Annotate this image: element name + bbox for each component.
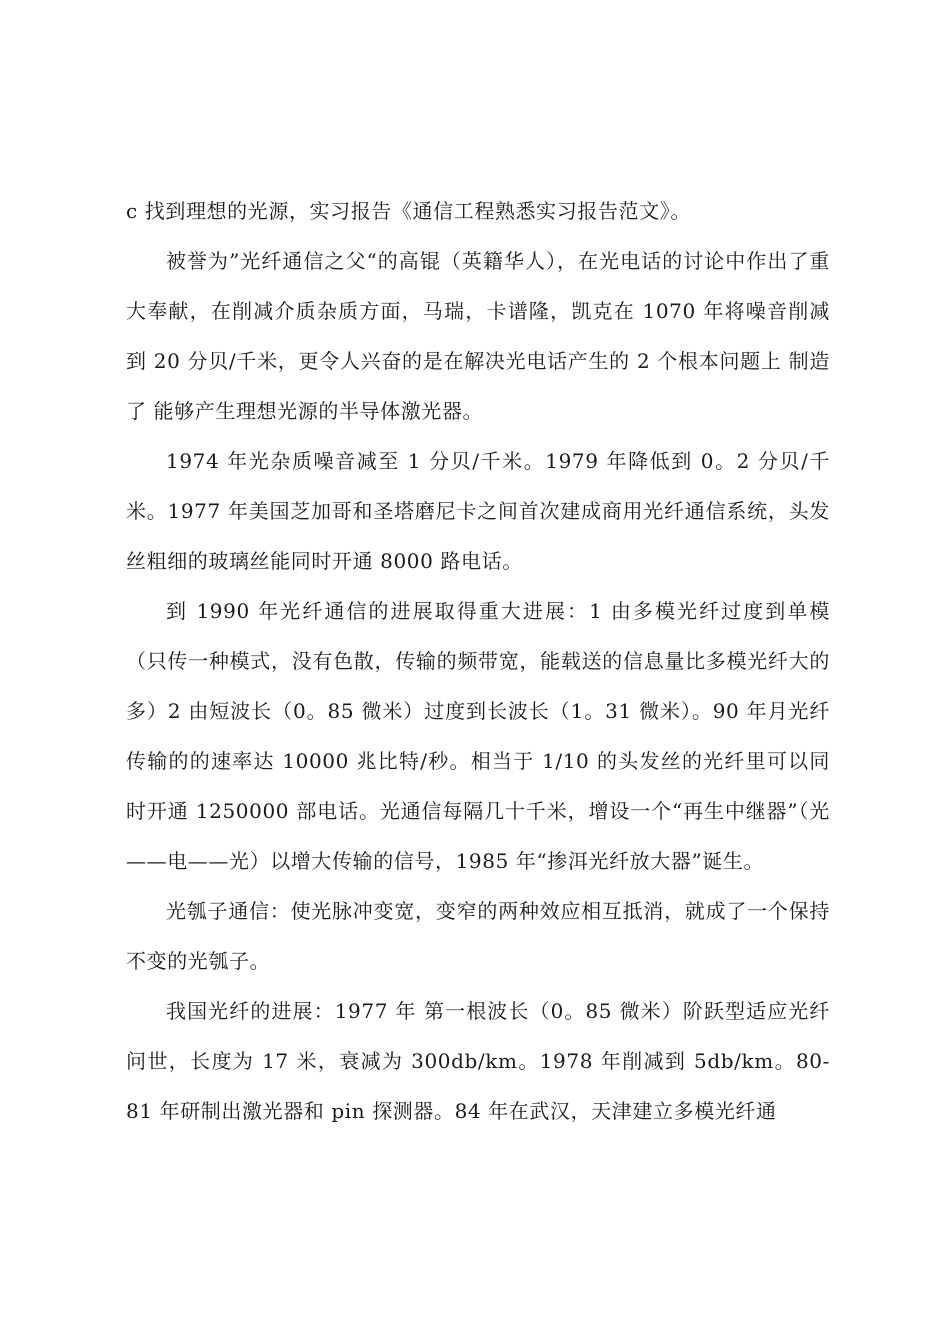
- document-body: [126, 186, 830, 1136]
- paragraph-continuation: c 找到理想的光源，实习报告《通信工程熟悉实习报告范文》。: [126, 199, 691, 223]
- paragraph-gao-kun: 被誉为”光纤通信之父“的高锟（英籍华人），在光电话的讨论中作出了重大奉献，在削减介质杂质方面，马瑞，卡谱隆，凯克在 1070 年将噪音削减到 20 分贝/千米，更令人兴奋的是在解决光电话产生的 2 个根本问题上 制造了 能够产生理想光源的半导体激光器。: [126, 249, 830, 423]
- paragraph-china-fiber: 我国光纤的进展：1977 年 第一根波长（0。85 微米）阶跃型适应光纤问世，长度为 17 米，衰减为 300db/km。1978 年削减到 5db/km。80-81 年研制出激光器和 pin 探测器。84 年在武汉，天津建立多模光纤通: [126, 999, 830, 1123]
- paragraph-1990: 到 1990 年光纤通信的进展取得重大进展：1 由多模光纤过度到单模（只传一种模式，没有色散，传输的频带宽，能载送的信息量比多模光纤大的多）2 由短波长（0。85 微米）过度到长波长（1。31 微米）。90 年月光纤传输的的速率达 10000 兆比特/秒。相当于 1/10 的头发丝的光纤里可以同时开通 1250000 部电话。光通信每隔几十千米，增设一个“再生中继器”（光——电——光）以增大传输的信号，1985 年“掺洱光纤放大器”诞生。: [126, 599, 830, 873]
- paragraph-soliton: 光瓠子通信：使光脉冲变宽，变窄的两种效应相互抵消，就成了一个保持不变的光瓠子。: [126, 899, 830, 973]
- paragraph-1974: 1974 年光杂质噪音减至 1 分贝/千米。1979 年降低到 0。2 分贝/千米。1977 年美国芝加哥和圣塔磨尼卡之间首次建成商用光纤通信系统，头发丝粗细的玻璃丝能同时开通 8000 路电话。: [126, 449, 830, 573]
